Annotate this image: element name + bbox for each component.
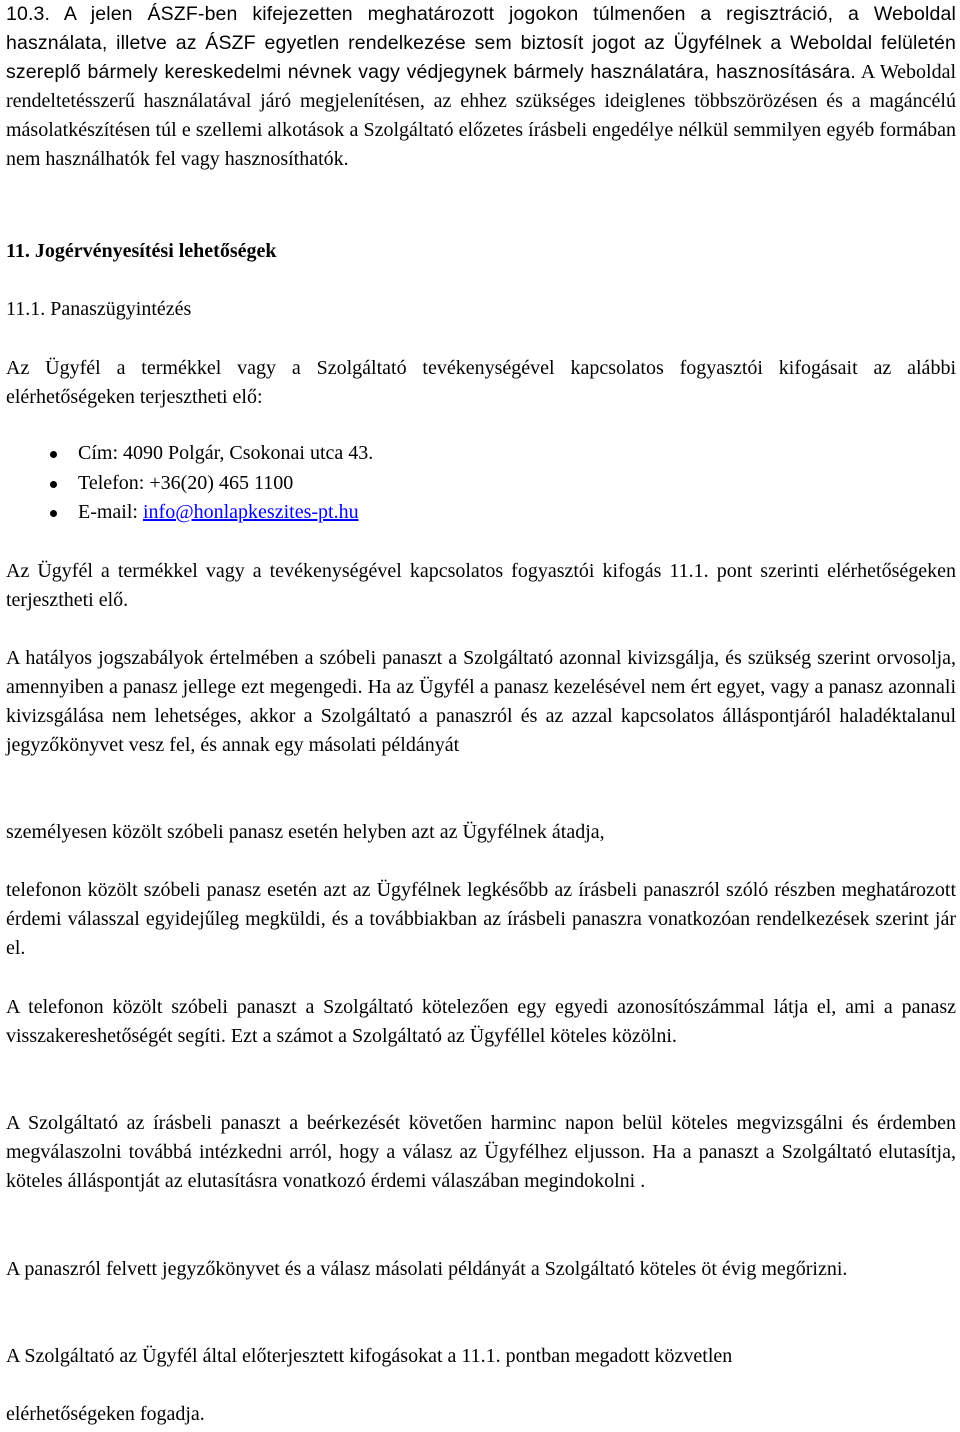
bullet-icon xyxy=(50,510,57,517)
contact-email-label: E-mail: xyxy=(78,501,143,523)
paragraph-complaint-2: A hatályos jogszabályok értelmében a szóbeli panaszt a Szolgáltató azonnal kivizsgálja, és szükség szerint orvosolja, amennyiben a panasz jellege ezt megengedi. Ha az Ügyfél a panasz kezelésével nem ért egyet, vagy a panasz azonnali kivizsgálása nem lehetséges, akkor a Szolgáltató a panaszról és az azzal kapcsolatos álláspontjáról haladéktalanul jegyzőkönyvet vesz fel, és annak egy másolati példányát xyxy=(6,647,956,756)
paragraph-complaint-4: telefonon közölt szóbeli panasz esetén azt az Ügyfélnek legkésőbb az írásbeli panaszról szóló részben meghatározott érdemi válasszal egyidejűleg megküldi, és a továbbiakban az írásbeli panaszra vonatkozóan rendelkezések szerint jár el. xyxy=(6,879,956,959)
paragraph-complaint-1: Az Ügyfél a termékkel vagy a tevékenységével kapcsolatos fogyasztói kifogás 11.1. pont szerinti elérhetőségeken terjesztheti elő. xyxy=(6,560,956,611)
bullet-icon xyxy=(50,451,57,458)
paragraph-complaint-7: A panaszról felvett jegyzőkönyvet és a válasz másolati példányát a Szolgáltató köteles öt évig megőrizni. xyxy=(6,1258,848,1280)
paragraph-complaint-8-line-1: A Szolgáltató az Ügyfél által előterjesztett kifogásokat a 11.1. pontban megadott közvetlen xyxy=(6,1345,733,1367)
paragraph-complaint-3: személyesen közölt szóbeli panasz esetén helyben azt az Ügyfélnek átadja, xyxy=(6,821,605,843)
contact-email-link[interactable]: info@honlapkeszites-pt.hu xyxy=(142,501,359,523)
paragraph-complaint-8-line-2: elérhetőségeken fogadja. xyxy=(6,1403,205,1425)
paragraph-10-3 xyxy=(6,0,956,174)
contact-phone: Telefon: +36(20) 465 1100 xyxy=(78,471,294,494)
contact-phone-item xyxy=(0,469,373,499)
contact-email-item xyxy=(0,498,373,528)
paragraph-complaint-5: A telefonon közölt szóbeli panaszt a Szolgáltató kötelezően egy egyedi azonosítószámmal látja el, ami a panasz visszakereshetőségét segíti. Ezt a számot a Szolgáltató az Ügyféllel köteles közölni. xyxy=(6,996,956,1047)
paragraph-10-3-first-part: 10.3. A jelen ÁSZF-ben kifejezetten meghatározott jogokon túlmenően a regisztráció, a Weboldal használata, illetve az ÁSZF egyetlen rendelkezése sem biztosít jogot az Ügyfélnek a Weboldal felületén szereplő bármely kereskedelmi névnek vagy védjegynek bármely használatára, hasznosítására. xyxy=(6,3,956,83)
contact-address: Cím: 4090 Polgár, Csokonai utca 43. xyxy=(78,442,374,464)
contact-address-item xyxy=(0,439,373,469)
contact-list xyxy=(0,439,373,528)
section-heading: 11. Jogérvényesítési lehetőségek xyxy=(6,240,277,262)
paragraph-complaint-6: A Szolgáltató az írásbeli panaszt a beérkezését követően harminc napon belül köteles megvizsgálni és érdemben megválaszolni továbbá intézkedni arról, hogy a válasz az Ügyfélhez eljusson. Ha a panaszt a Szolgáltató elutasítja, köteles álláspontját az elutasításra vonatkozó érdemi válaszában megindokolni . xyxy=(6,1112,956,1192)
paragraph-contacts-intro: Az Ügyfél a termékkel vagy a Szolgáltató tevékenységével kapcsolatos fogyasztói kifogásait az alábbi elérhetőségeken terjesztheti elő: xyxy=(6,357,956,408)
bullet-icon xyxy=(50,481,57,488)
paragraph-10-3-second-part: A Weboldal rendeltetésszerű használatával járó megjelenítésen, az ehhez szükséges ideiglenes többszörözésen és a magáncélú másolatkészítésen túl e szellemi alkotások a Szolgáltató előzetes írásbeli engedélye nélkül semmilyen egyéb formában nem használhatók fel vagy hasznosíthatók. xyxy=(6,61,956,170)
subsection-heading: 11.1. Panaszügyintézés xyxy=(6,298,192,320)
